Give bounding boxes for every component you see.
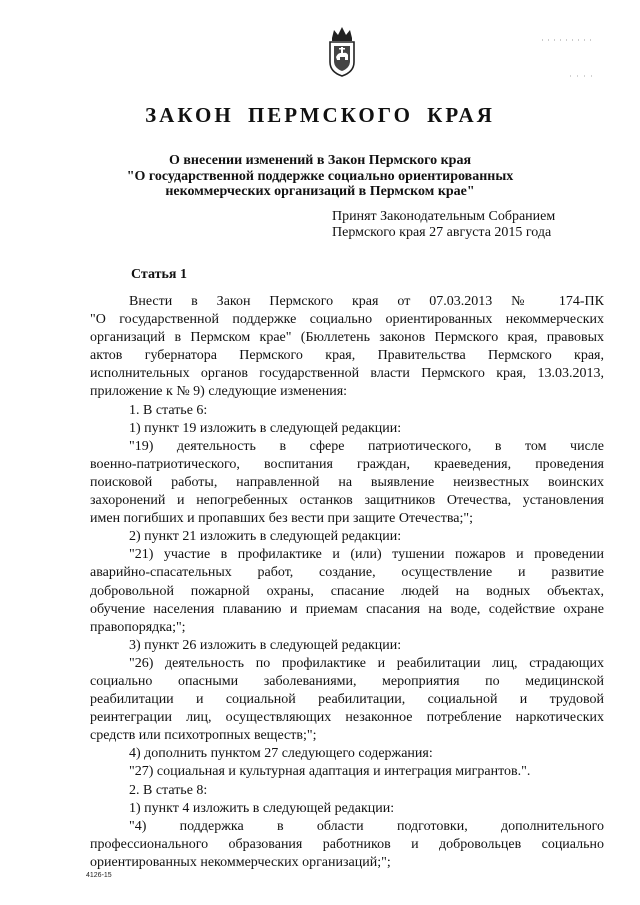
article-body <box>90 293 604 872</box>
subtitle-line: "О государственной поддержке социально ориентированных <box>126 168 514 184</box>
adoption-line: Пермского края 27 августа 2015 года <box>332 224 552 240</box>
text-line: ориентированных некоммерческих организаций;"; <box>90 854 391 870</box>
text-line: организаций в Пермском крае" (Бюллетень законов Пермского края, правовых <box>90 330 604 346</box>
text-line: 1. В статье 6: <box>129 402 208 418</box>
text-line: реабилитации и социальной реабилитации, социальной и трудовой <box>90 692 604 708</box>
text-line: "27) социальная и культурная адаптация и интеграция мигрантов.". <box>129 764 531 780</box>
text-line: "О государственной поддержке социально ориентированных некоммерческих <box>90 312 604 328</box>
text-line: военно-патриотического, воспитания граждан, краеведения, проведения <box>90 456 604 472</box>
text-line: захоронений и непогребенных останков защитников Отечества, установления <box>90 493 604 509</box>
subtitle-line: некоммерческих организаций в Пермском крае" <box>165 184 475 199</box>
text-line: 3) пункт 26 изложить в следующей редакции: <box>129 637 402 653</box>
text-line: добровольной пожарной охраны, спасание людей на водных объектах, <box>90 583 604 599</box>
text-line: реинтеграции лиц, осуществляющих незаконное потребление наркотических <box>90 710 604 726</box>
perm-krai-coat-of-arms-icon <box>325 24 359 78</box>
text-line: поисковой работы, направленной на выявление неизвестных воинских <box>90 474 604 490</box>
text-line: имен погибших и пропавших без вести при защите Отечества;"; <box>90 511 474 527</box>
scan-artifact-dots <box>540 38 600 98</box>
text-line: аварийно-спасательных работ, создание, осуществление и развитие <box>90 565 604 581</box>
law-subtitle <box>120 153 520 200</box>
text-line: средств или психотропных веществ;"; <box>90 728 317 744</box>
text-line: приложение к № 9) следующие изменения: <box>90 384 348 400</box>
text-line: обучение населения плаванию и приемам спасания на воде, содействие охране <box>90 601 604 617</box>
text-line: актов губернатора Пермского края, Правительства Пермского края, <box>90 348 604 364</box>
text-line: 2. В статье 8: <box>129 782 208 798</box>
document-code: 4126-15 <box>86 872 112 879</box>
text-line: социально опасными заболеваниями, мероприятия по медицинской <box>90 673 604 689</box>
text-line: исполнительных органов государственной власти Пермского края, 13.03.2013, <box>90 366 604 382</box>
article-heading: Статья 1 <box>131 267 187 282</box>
text-line: правопорядка;"; <box>90 619 186 635</box>
text-line: профессионального образования работников и добровольцев социально <box>90 836 604 852</box>
text-line: 1) пункт 19 изложить в следующей редакции: <box>129 420 402 436</box>
text-line: "21) участие в профилактике и (или) тушении пожаров и проведении <box>129 547 604 563</box>
text-line: 4) дополнить пунктом 27 следующего содержания: <box>129 746 433 762</box>
law-title: ЗАКОН ПЕРМСКОГО КРАЯ <box>145 103 495 127</box>
text-line: Внести в Закон Пермского края от 07.03.2013 № 174-ПК <box>129 294 604 309</box>
text-line: "19) деятельность в сфере патриотического, в том числе <box>129 438 604 454</box>
text-line: 1) пункт 4 изложить в следующей редакции: <box>129 800 395 816</box>
text-line: 2) пункт 21 изложить в следующей редакции: <box>129 529 402 545</box>
text-line: "4) поддержка в области подготовки, дополнительного <box>129 818 604 834</box>
adoption-line: Принят Законодательным Собранием <box>332 209 556 224</box>
adoption-note <box>332 209 582 240</box>
subtitle-line: О внесении изменений в Закон Пермского края <box>168 153 472 168</box>
text-line: "26) деятельность по профилактике и реабилитации лиц, страдающих <box>129 655 604 671</box>
